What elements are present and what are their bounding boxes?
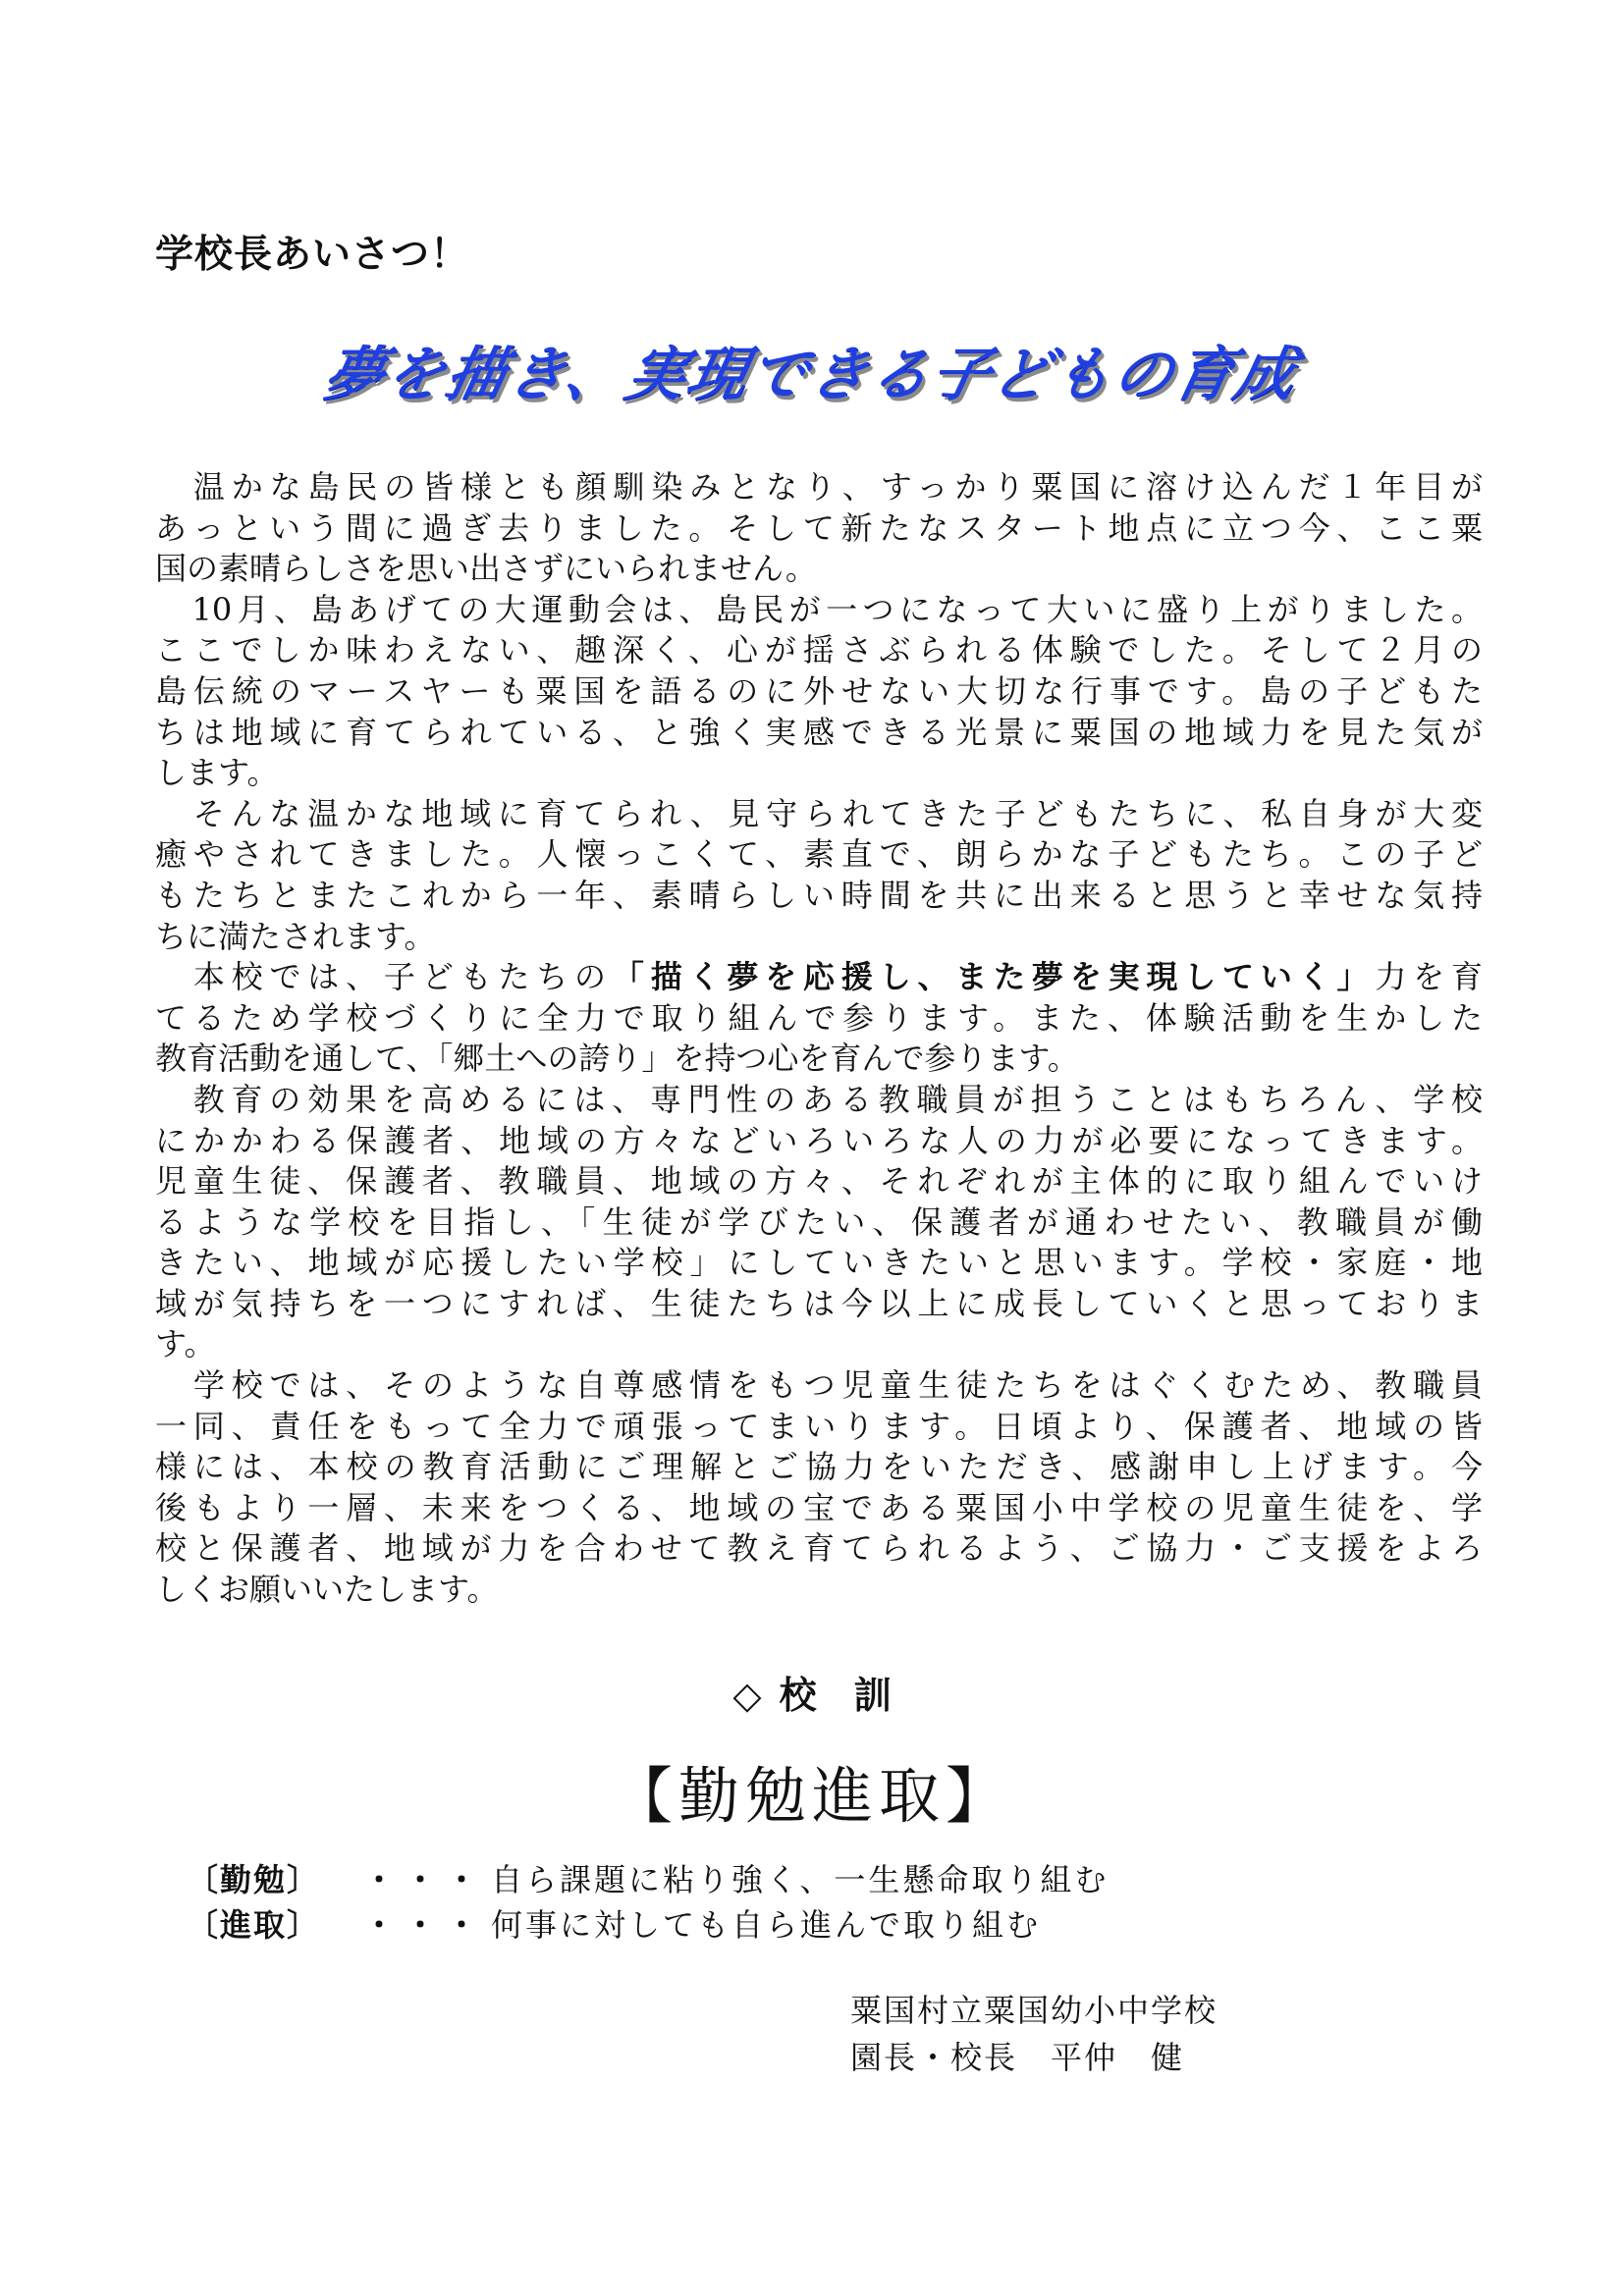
paragraph-line	[155, 957, 1483, 998]
paragraph-line	[155, 998, 1483, 1040]
line-text: 本校では、子どもたちの	[155, 958, 613, 996]
line-text: にかかわる保護者、地域の方々などいろいろな人の力が必要になってきます。	[155, 1121, 1483, 1159]
paragraph-line	[155, 1121, 1483, 1162]
school-motto: 【勤勉進取】	[611, 1760, 1012, 1832]
paragraph-line	[155, 794, 1483, 835]
definition-term: 〔進取〕	[187, 1906, 321, 1944]
paragraph-line	[155, 1080, 1483, 1121]
slogan-text: 夢を描き、実現できる子どもの育成	[317, 341, 1305, 409]
slogan-banner	[0, 328, 1624, 412]
line-text: 学校では、そのような自尊感情をもつ児童生徒たちをはぐくむため、教職員	[155, 1366, 1483, 1405]
paragraph-line	[155, 876, 1483, 917]
paragraph-line	[155, 549, 1483, 590]
motto-definitions	[187, 1857, 1109, 1948]
definition-row	[187, 1857, 1109, 1902]
paragraph-line	[155, 1365, 1483, 1407]
line-text: 域が気持ちを一つにすれば、生徒たちは今以上に成長していくと思っておりま	[155, 1284, 1483, 1322]
paragraph-line	[155, 1324, 1483, 1365]
paragraph-line	[155, 1202, 1483, 1244]
paragraph-line	[155, 1243, 1483, 1284]
line-text: そんな温かな地域に育てられ、見守られてきた子どもたちに、私自身が大変	[155, 794, 1483, 832]
paragraph-line	[155, 713, 1483, 754]
line-text: 児童生徒、保護者、教職員、地域の方々、それぞれが主体的に取り組んでいけ	[155, 1162, 1483, 1201]
line-text: てるため学校づくりに全力で取り組んで参ります。また、体験活動を生かした	[155, 998, 1483, 1037]
line-text: 10月、島あげての大運動会は、島民が一つになって大いに盛り上がりました。	[155, 590, 1483, 628]
diamond-icon: ◇	[732, 1674, 762, 1717]
line-text: 教育の効果を高めるには、専門性のある教職員が担うことはもちろん、学校	[155, 1080, 1483, 1118]
paragraph-line	[155, 630, 1483, 671]
line-text: ちは地域に育てられている、と強く実感できる光景に粟国の地域力を見た気が	[155, 713, 1483, 751]
line-text: 島伝統のマースヤーも粟国を語るのに外せない大切な行事です。島の子どもた	[155, 671, 1483, 710]
line-text: ここでしか味わえない、趣深く、心が揺さぶられる体験でした。そして２月の	[155, 631, 1483, 669]
line-text: もたちとまたこれから一年、素晴らしい時間を共に出来ると思うと幸せな気持	[155, 876, 1483, 914]
principal-name: 園長・校長 平仲 健	[850, 2039, 1185, 2076]
paragraph-line	[155, 671, 1483, 713]
line-text: るような学校を目指し、「生徒が学びたい、保護者が通わせたい、教職員が働	[155, 1202, 1483, 1241]
paragraph-line	[155, 590, 1483, 631]
line-text: ちに満たされます。	[155, 917, 436, 955]
line-text: 様には、本校の教育活動にご理解とご協力をいただき、感謝申し上げます。今	[155, 1448, 1483, 1486]
paragraph-line	[155, 1161, 1483, 1202]
motto-heading	[0, 1665, 1624, 1719]
line-text: す。	[155, 1325, 216, 1363]
definition-dots: ・・・	[363, 1906, 488, 1944]
paragraph-line	[155, 467, 1483, 508]
paragraph-line	[155, 1407, 1483, 1448]
line-text: 一同、責任をもって全力で頑張ってまいります。日頃より、保護者、地域の皆	[155, 1407, 1483, 1445]
page-heading: 学校長あいさつ！	[155, 233, 470, 277]
motto-heading-label: 校 訓	[779, 1674, 892, 1717]
paragraph-line	[155, 917, 1483, 958]
paragraph-line	[155, 508, 1483, 550]
paragraph-line	[155, 834, 1483, 876]
line-text: しくお願いいたします。	[155, 1571, 499, 1609]
definition-row	[187, 1902, 1109, 1948]
line-text: 後もより一層、未来をつくる、地域の宝である粟国小中学校の児童生徒を、学	[155, 1488, 1483, 1526]
greeting-body	[155, 467, 1483, 1611]
paragraph-line	[155, 1039, 1483, 1080]
line-text: きたい、地域が応援したい学校」にしていきたいと思います。学校・家庭・地	[155, 1244, 1483, 1282]
line-text: 教育活動を通して、「郷土への誇り」を持つ心を育んで参ります。	[155, 1040, 1079, 1078]
line-text: 校と保護者、地域が力を合わせて教え育てられるよう、ご協力・ご支援をよろ	[155, 1529, 1483, 1568]
definition-term: 〔勤勉〕	[187, 1861, 321, 1898]
definition-description: 自ら課題に粘り強く、一生懸命取り組む	[491, 1861, 1110, 1898]
line-text: あっという間に過ぎ去りました。そして新たなスタート地点に立つ今、ここ粟	[155, 508, 1483, 547]
line-text: 力を育	[1375, 958, 1483, 996]
line-text: 温かな島民の皆様とも顔馴染みとなり、すっかり粟国に溶け込んだ１年目が	[155, 468, 1483, 506]
paragraph-line	[155, 1488, 1483, 1529]
paragraph-line	[155, 1570, 1483, 1611]
line-text: します。	[155, 754, 279, 792]
definition-description: 何事に対しても自ら進んで取り組む	[491, 1906, 1042, 1944]
definition-dots: ・・・	[363, 1861, 488, 1898]
paragraph-line	[155, 1447, 1483, 1488]
signature-block	[850, 1987, 1218, 2081]
line-text: 癒やされてきました。人懐っこくて、素直で、朗らかな子どもたち。この子ど	[155, 835, 1483, 874]
paragraph-line	[155, 1284, 1483, 1325]
school-name: 粟国村立粟国幼小中学校	[850, 1992, 1218, 2029]
line-text: 国の素晴らしさを思い出さずにいられません。	[155, 550, 817, 588]
paragraph-line	[155, 753, 1483, 794]
paragraph-line	[155, 1528, 1483, 1570]
emphasis-text: 「描く夢を応援し、また夢を実現していく」	[612, 958, 1376, 996]
